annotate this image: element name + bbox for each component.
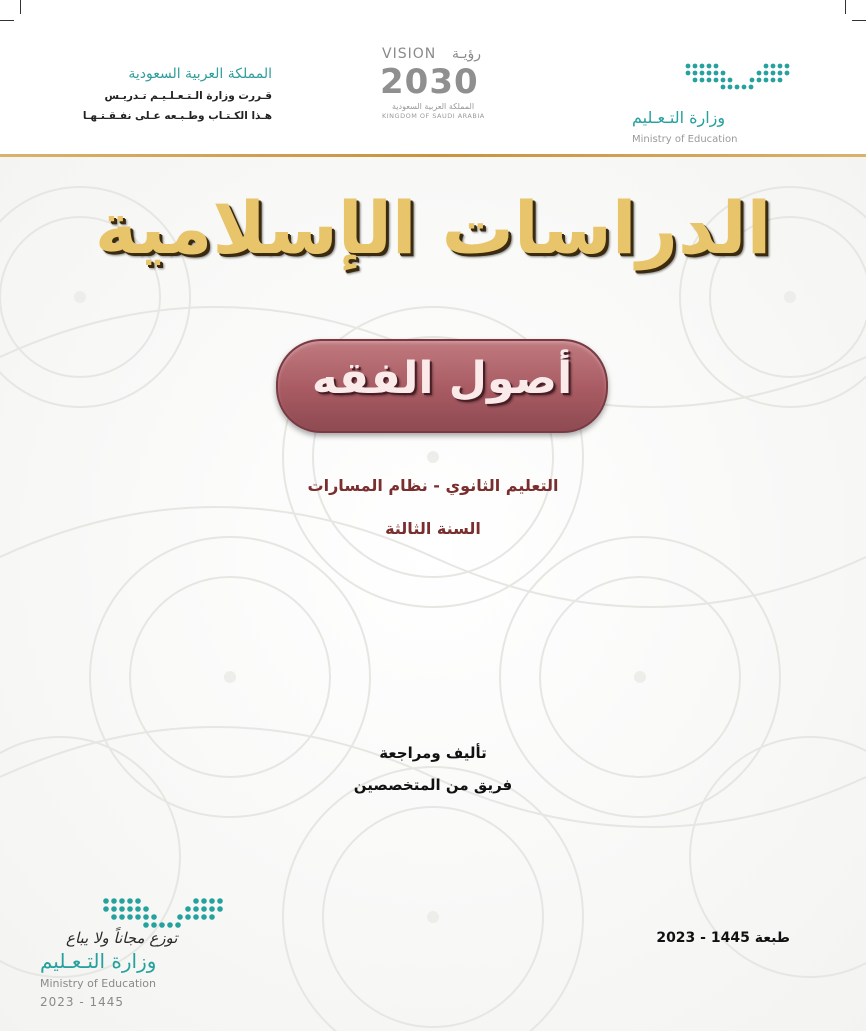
ministry-name-en: Ministry of Education bbox=[632, 134, 738, 145]
edition: طبعة 1445 - 2023 bbox=[656, 930, 790, 946]
ministry-dots-icon bbox=[680, 58, 810, 98]
track-subtitle: التعليم الثانوي - نظام المسارات bbox=[307, 476, 559, 495]
vision-year: 2030 bbox=[380, 62, 479, 102]
crop-mark bbox=[0, 20, 14, 21]
kingdom-name: المملكة العربية السعودية bbox=[128, 66, 272, 82]
ministry-name-en: Ministry of Education bbox=[40, 977, 157, 990]
crop-mark bbox=[20, 0, 21, 14]
approval-text: قـررت وزارة الـتـعـلـيـم تـدريـس bbox=[104, 90, 272, 102]
authors: فريق من المتخصصين bbox=[353, 776, 513, 794]
year-level: السنة الثالثة bbox=[385, 519, 481, 538]
subject-title: أصول الفقه bbox=[311, 353, 573, 404]
ministry-name-ar: وزارة التـعـليم bbox=[632, 108, 726, 127]
main-title: الدراسات الإسلامية bbox=[94, 186, 772, 270]
subject-badge bbox=[276, 339, 608, 433]
crop-mark bbox=[852, 20, 866, 21]
vision-2030-logo bbox=[370, 46, 500, 126]
ministry-logo-bottom bbox=[20, 893, 240, 1013]
free-distribution-note: توزع مجاناً ولا يباع bbox=[66, 929, 178, 947]
approval-block bbox=[40, 66, 272, 122]
ministry-logo-top bbox=[620, 58, 760, 148]
vision-kingdom-en: KINGDOM OF SAUDI ARABIA bbox=[382, 112, 485, 120]
vision-label-ar: رؤيـة bbox=[452, 46, 482, 62]
ministry-year: 2023 - 1445 bbox=[40, 995, 125, 1009]
crop-mark bbox=[845, 0, 846, 14]
printing-text: هـذا الكـتـاب وطـبـعه عـلى نفـقـتـهـا bbox=[82, 110, 272, 122]
authored-label: تأليف ومراجعة bbox=[379, 744, 487, 762]
ministry-name-ar: وزارة التـعـليم bbox=[40, 949, 157, 973]
header-divider bbox=[0, 154, 866, 157]
cover-header bbox=[0, 0, 866, 155]
vision-label-en: VISION bbox=[382, 46, 437, 62]
vision-kingdom-ar: المملكة العربية السعودية bbox=[392, 102, 475, 111]
